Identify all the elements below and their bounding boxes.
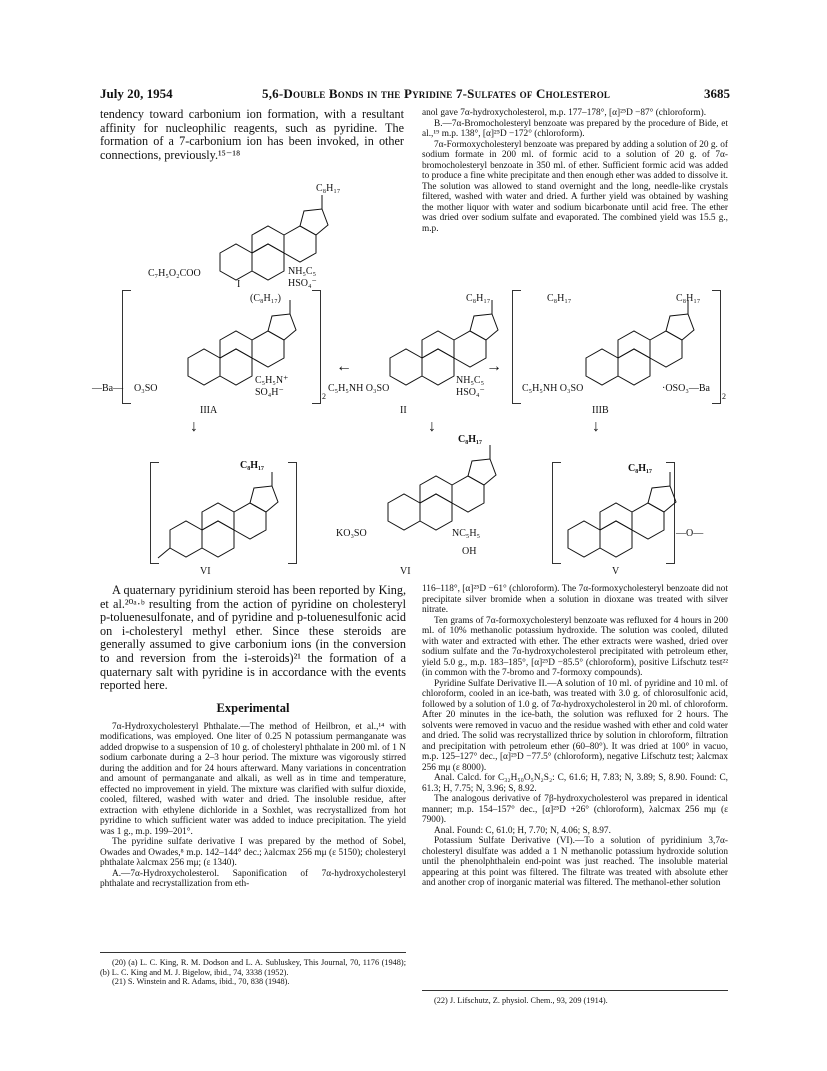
footnote-22: (22) J. Lifschutz, Z. physiol. Chem., 93, 209 (1914). — [434, 996, 608, 1005]
bottom-right-p6: Anal. Found: C, 61.0; H, 7.70; N, 4.06; S, 8.97. — [434, 825, 611, 836]
iiia-so4h: SO₄H⁻ — [255, 387, 284, 398]
vi-b-label: VI — [400, 566, 411, 577]
iiia-label: IIIA — [200, 405, 218, 416]
iiib-side-chain-2: C₈H₁₇ — [676, 293, 701, 304]
structure-i-ester: C₇H₅O₂COO — [148, 268, 201, 279]
bottom-left-p1: A quaternary pyridinium steroid has been reported by King, et al.²⁰ᵃ·ᵇ resulting from the action of pyridine on cholesteryl p-toluenesulfonate, and of pyridine and p-toluenesulfonic acid on i-cholesteryl methyl ether. Since these steroids are generally assumed to give carbonium ions (in the conversion to and reversion from the i-steroids)²¹ the formation of a quaternary salt with pyridine is in accordance with the events reported here. — [100, 583, 406, 693]
bottom-right-column — [422, 584, 728, 889]
top-right-p3: 7α-Formoxycholesteryl benzoate was prepared by adding a solution of 20 g. of sodium formate in 200 ml. of formic acid to a solution of 20 g. of 7α-bromocholesteryl benzoate in 350 ml. of ether. Sufficient formic acid was added to produce a fine white precipitate and then enough ether was added to dissolve it. The solution was allowed to stand overnight and the long, needle-like crystals filtered, washed with water and dried. A further yield was obtained by washing the mother liquor with water and sodium bicarbonate until acid free. The ether was dried over sodium sulfate and evaporated. The combined yield was 15.5 g., m.p. — [422, 139, 728, 234]
iiia-o3so: O₃SO — [134, 383, 158, 394]
iiia-left: —Ba— — [92, 383, 124, 394]
iiib-bracket-left — [512, 290, 521, 404]
iiia-subscript: 2 — [322, 392, 326, 401]
vi-a-bracket-right — [288, 462, 297, 564]
v-right: —O— — [676, 528, 704, 539]
vi-a-side-chain: C₈H₁₇ — [240, 460, 264, 471]
page-number: 3685 — [704, 86, 730, 101]
ii-side-chain: C₈H₁₇ — [466, 293, 491, 304]
iiib-side-chain-1: C₈H₁₇ — [547, 293, 572, 304]
ii-anion: HSO₄⁻ — [456, 387, 485, 398]
bottom-right-p5: The analogous derivative of 7β-hydroxycholesterol was prepared in identical manner; m.p. 154–157° dec., [α]²⁵D +26° (chloroform), λalcmax 256 mμ (ε 7900). — [422, 794, 728, 825]
bottom-right-p3: Pyridine Sulfate Derivative II.—A solution of 10 ml. of pyridine and 10 ml. of chloroform, cooled in an ice-bath, was treated with 3.0 g. of chlorosulfonic acid, followed by a solution of 1.0 g. of 7α-hydroxycholesterol in 20 ml. of chloroform. After 20 minutes in the ice-bath, the solution was refluxed for 2 hours. The solvents were removed in vacuo and the residue washed with ether and cold water and dried. The solid was recrystallized thrice by solution in chloroform, filtration and precipitation with petroleum ether (60–80°). It was dried at 100° in vacuo, m.p. 125–127° dec., [α]²⁵D −77.5° (chloroform), negative Lifschutz test; λalcmax 256 mμ (ε 8000). — [422, 678, 728, 773]
footnotes-right — [422, 996, 728, 1006]
iiib-prefix: C₅H₅NH O₃SO — [522, 383, 584, 394]
top-right-p1: anol gave 7α-hydroxycholesterol, m.p. 177–178°, [α]²⁵D −87° (chloroform). — [422, 108, 707, 118]
iiib-subscript: 2 — [722, 392, 726, 401]
bottom-left-column — [100, 584, 406, 890]
ii-prefix: C₅H₅NH O₃SO — [328, 383, 390, 394]
arrow-down-iiib: ↓ — [592, 418, 600, 435]
vi-b-side-chain: C₈H₁₇ — [458, 434, 482, 445]
ii-nitrogen: NH₅C₅ — [456, 375, 485, 386]
iiia-pyridinium: C₅H₅N⁺ — [255, 375, 289, 386]
vi-b-prefix: KO₃SO — [336, 528, 367, 539]
structure-v-diagram — [548, 472, 678, 572]
footnote-21: (21) S. Winstein and R. Adams, ibid., 70, 838 (1948). — [112, 977, 290, 987]
vi-a-label: VI — [200, 566, 211, 577]
bottom-right-p2: Ten grams of 7α-formoxycholesteryl benzoate was refluxed for 4 hours in 200 ml. of 10% methanolic potassium hydroxide. The solution was cooled, diluted with water and extracted with ether. The ether extracts were washed, dried over sodium sulfate and the 7α-hydroxycholesterol precipitated with petroleum ether, yield 5.0 g., m.p. 183–185°, [α]²⁵D −85.5° (chloroform), positive Lifschutz test²² (in common with the 7-bromo and 7-formoxy compounds). — [422, 615, 728, 678]
vi-b-nitrogen: NC₅H₅ — [452, 528, 481, 539]
iiib-label: IIIB — [592, 405, 609, 416]
iiia-bracket-right — [312, 290, 321, 404]
top-right-p2: B.—7α-Bromocholesteryl benzoate was prepared by the procedure of Bide, et al.,¹⁹ m.p. 138°, [α]²⁵D −172° (chloroform). — [422, 118, 728, 139]
ii-label: II — [400, 405, 407, 416]
iiia-bracket-left — [122, 290, 131, 404]
running-date: July 20, 1954 — [100, 86, 173, 101]
running-title: 5,6-Double Bonds in the Pyridine 7-Sulfates of Cholesterol — [262, 86, 611, 101]
top-left-column — [100, 108, 404, 162]
bottom-right-p4: Anal. Calcd. for C₃₂H₅₀O₅N₂S₂: C, 61.6; H, 7.83; N, 3.89; S, 8.90. Found: C, 61.3; H, 7.75; N, 3.96; S, 8.92. — [422, 773, 728, 794]
arrow-to-iiia: ← — [336, 358, 352, 375]
bottom-right-p1: 116–118°, [α]²⁵D −61° (chloroform). The 7α-formoxycholesteryl benzoate did not precipitate silver bromide when a solution in dioxane was treated with silver nitrate. — [422, 584, 728, 615]
vi-b-oh: OH — [462, 546, 477, 557]
bottom-right-p7: Potassium Sulfate Derivative (VI).—To a solution of pyridinium 3,7α-cholesteryl disulfate was added a 1 N methanolic potassium hydroxide solution until the phenolphthalein end-point was just reached. The insoluble material appearing at this point was filtered. The filtrate was treated with absolute ether and another crop of inorganic material was filtered. The methanol-ether solution — [422, 836, 728, 888]
top-right-column — [422, 108, 728, 234]
arrow-to-iiib: → — [486, 358, 502, 375]
bottom-left-p3: The pyridine sulfate derivative I was prepared by the method of Sobel, Owades and Owades,⁸ m.p. 142–144° dec.; λalcmax 256 mμ (ε 5150); cholesteryl phthalate λalcmax 256 mμ; (ε 1340). — [100, 837, 406, 869]
arrow-down-ii: ↓ — [428, 418, 436, 435]
iiib-bracket-right — [712, 290, 721, 404]
iiib-right: ·OSO₃—Ba — [662, 383, 710, 394]
footnote-rule-left — [100, 952, 406, 953]
top-left-paragraph: tendency toward carbonium ion formation, with a resultant affinity for nucleophilic reagents, such as pyridine. The formation of a 7-carbonium ion has been invoked, in other connections, previously.¹⁵⁻¹⁸ — [100, 107, 404, 162]
v-label: V — [612, 566, 620, 577]
arrow-down-iiia: ↓ — [190, 418, 198, 435]
footnote-20: (20) (a) L. C. King, R. M. Dodson and L. A. Subluskey, This Journal, 70, 1176 (1948); (b) L. C. King and M. J. Bigelow, ibid., 74, 3338 (1952). — [100, 958, 406, 977]
bottom-left-p2: 7α-Hydroxycholesteryl Phthalate.—The method of Heilbron, et al.,¹⁴ with modifications, was employed. One liter of 0.25 N potassium permanganate was added dropwise to a suspension of 10 g. of cholesteryl phthalate in 200 ml. of 1 N sodium carbonate during a 2–3 hour period. The mixture was vigorously stirred during the addition and for 24 hours afterward. Many variations in concentration and amount of permanganate and alkali, as well as in time and temperature, effected no improvement in yield. The mixture was clarified with sulfur dioxide, cooled, filtered, washed with water and dried. The insoluble residue, after extraction with ethylene dichloride in a Soxhlet, was recrystallized from hot pyridine to which sufficient water was added to induce precipitation. The yield was 1 g., m.p. 199–201°. — [100, 721, 406, 837]
v-side-chain: C₈H₁₇ — [628, 463, 652, 474]
iiia-side-chain: (C₈H₁₇) — [250, 293, 282, 304]
structure-i-side-chain: C₈H₁₇ — [316, 183, 341, 194]
structure-i-anion: HSO₄⁻ — [288, 278, 317, 289]
bottom-left-p4: A.—7α-Hydroxycholesterol. Saponification of 7α-hydroxycholesteryl phthalate and recrystallization from eth- — [100, 868, 406, 890]
structure-i-label: I — [237, 279, 241, 290]
structure-i-nitrogen: NH₅C₅ — [288, 266, 317, 277]
footnote-rule-right — [422, 990, 728, 991]
structure-vi-a-diagram — [150, 472, 280, 572]
footnotes-left — [100, 958, 406, 987]
section-heading-experimental: Experimental — [216, 700, 290, 715]
